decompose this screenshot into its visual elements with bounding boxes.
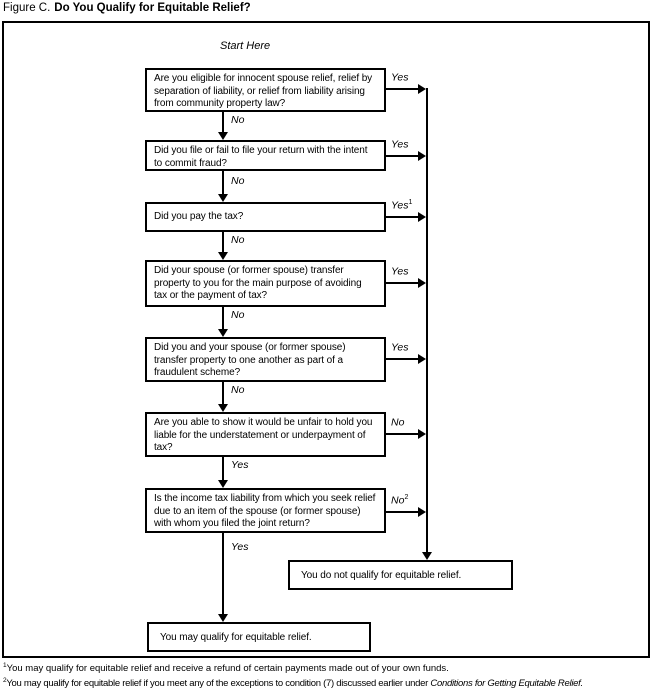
- trunk-line: [426, 88, 428, 552]
- connector-label-right-3: [391, 199, 412, 212]
- side-label-sup: 2: [404, 494, 409, 501]
- connector-right-4: [386, 282, 418, 284]
- connector-label-right-6: [391, 416, 404, 429]
- side-label-text: No: [391, 416, 405, 429]
- connector-label-down-2: No: [231, 175, 245, 187]
- connector-down-6: [222, 457, 224, 481]
- connector-label-right-7: [391, 494, 408, 507]
- connector-down-2: [222, 171, 224, 195]
- connector-down-3: [222, 232, 224, 253]
- side-label-text: Yes: [391, 71, 409, 84]
- question-box-7: Is the income tax liability from which you seek relief due to an item of the spouse (or former spouse) with whom you filed the joint return?: [145, 488, 386, 533]
- figure-heading: Do You Qualify for Equitable Relief?: [54, 2, 251, 14]
- connector-down-7: [222, 533, 224, 615]
- side-label-text: Yes: [391, 138, 409, 151]
- connector-label-right-2: [391, 138, 409, 151]
- connector-right-3: [386, 216, 418, 218]
- connector-right-2: [386, 155, 418, 157]
- footnote-1: [3, 660, 651, 675]
- footnote-2-italic: Conditions for Getting Equitable Relief.: [430, 677, 583, 689]
- connector-right-5: [386, 358, 418, 360]
- question-box-2: Did you file or fail to file your return with the intent to commit fraud?: [145, 140, 386, 171]
- question-box-1: Are you eligible for innocent spouse relief, relief by separation of liability, or relief from liability arising from community property law?: [145, 68, 386, 112]
- connector-label-down-3: No: [231, 234, 245, 246]
- connector-label-right-4: [391, 265, 409, 278]
- arrowhead-right-3: [418, 212, 426, 222]
- side-label-text: Yes: [391, 265, 409, 278]
- figure-label: Figure C.: [3, 2, 51, 14]
- side-label-text: Yes: [391, 199, 409, 212]
- arrowhead-down-1: [218, 132, 228, 140]
- outcome-box-negative: You do not qualify for equitable relief.: [288, 560, 513, 590]
- connector-down-1: [222, 112, 224, 133]
- connector-right-7: [386, 511, 418, 513]
- connector-label-down-6: Yes: [231, 459, 249, 471]
- question-box-5: Did you and your spouse (or former spouse) transfer property to one another as part of a fraudulent scheme?: [145, 337, 386, 382]
- arrowhead-right-4: [418, 278, 426, 288]
- arrowhead-trunk: [422, 552, 432, 560]
- connector-right-1: [386, 88, 418, 90]
- side-label-sup: 1: [408, 199, 413, 206]
- connector-down-4: [222, 307, 224, 330]
- connector-label-right-5: [391, 341, 409, 354]
- figure-title: [3, 2, 251, 14]
- connector-label-down-5: No: [231, 384, 245, 396]
- footnote-1-text: You may qualify for equitable relief and receive a refund of certain payments made out of your own funds.: [6, 663, 449, 675]
- arrowhead-right-7: [418, 507, 426, 517]
- arrowhead-down-4: [218, 329, 228, 337]
- arrowhead-down-3: [218, 252, 228, 260]
- connector-label-right-1: [391, 71, 409, 84]
- connector-down-5: [222, 382, 224, 405]
- arrowhead-down-2: [218, 194, 228, 202]
- footnote-1-marker: 1: [3, 662, 7, 669]
- outcome-box-positive: You may qualify for equitable relief.: [147, 622, 371, 652]
- arrowhead-down-7: [218, 614, 228, 622]
- connector-right-6: [386, 433, 418, 435]
- connector-label-down-4: No: [231, 309, 245, 321]
- connector-label-down-1: No: [231, 114, 245, 126]
- question-box-4: Did your spouse (or former spouse) transfer property to you for the main purpose of avoiding tax or the payment of tax?: [145, 260, 386, 307]
- arrowhead-right-5: [418, 354, 426, 364]
- footnote-2-marker: 2: [3, 676, 7, 684]
- connector-label-down-7: Yes: [231, 541, 249, 553]
- footnote-2-text: You may qualify for equitable relief if you meet any of the exceptions to condition (7) discussed earlier under: [6, 677, 431, 689]
- arrowhead-down-5: [218, 404, 228, 412]
- side-label-text: No: [391, 494, 405, 507]
- start-here-label: Start Here: [220, 40, 271, 52]
- arrowhead-down-6: [218, 480, 228, 488]
- arrowhead-right-2: [418, 151, 426, 161]
- side-label-text: Yes: [391, 341, 409, 354]
- footnote-2: [3, 675, 651, 690]
- arrowhead-right-1: [418, 84, 426, 94]
- question-box-6: Are you able to show it would be unfair to hold you liable for the understatement or underpayment of tax?: [145, 412, 386, 457]
- question-box-3: Did you pay the tax?: [145, 202, 386, 232]
- footnotes: [3, 660, 651, 689]
- arrowhead-right-6: [418, 429, 426, 439]
